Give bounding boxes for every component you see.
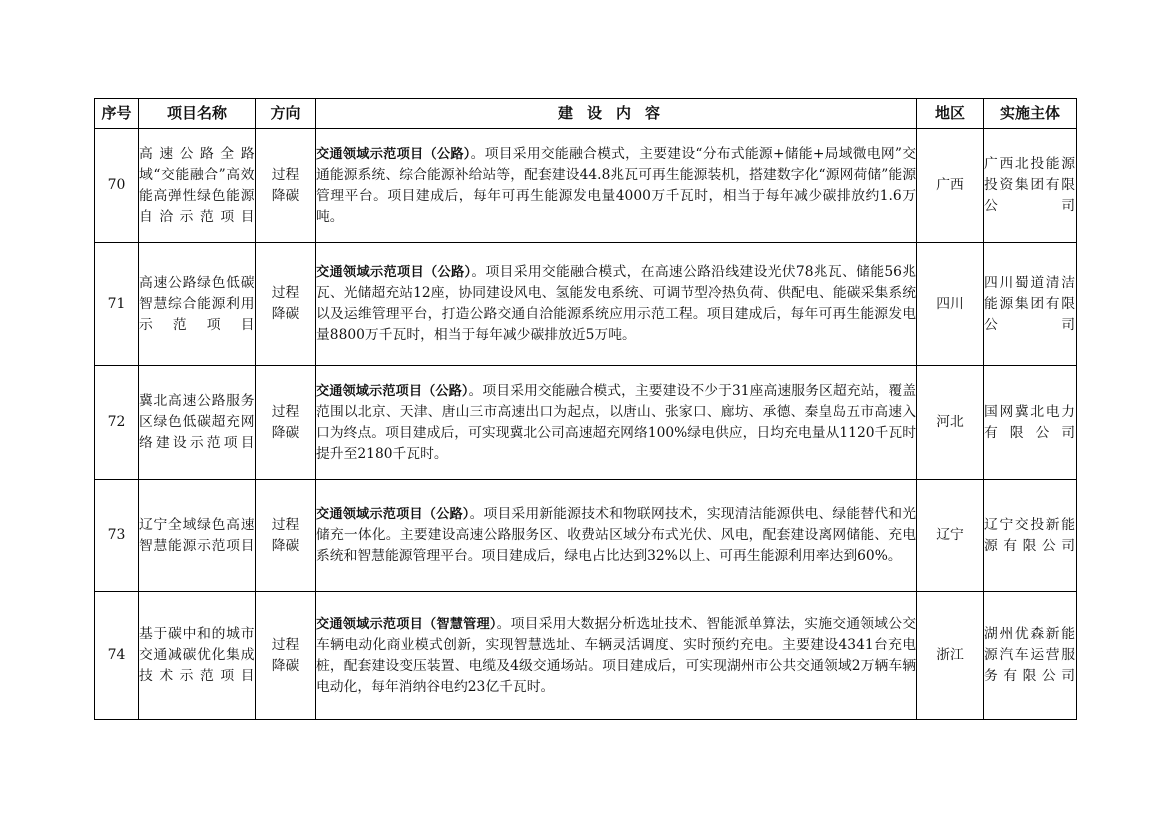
project-name: 基于碳中和的城市交通减碳优化集成技术示范项目 [139, 592, 256, 720]
header-no: 序号 [95, 99, 139, 129]
table-header [95, 99, 1077, 129]
construction-content [316, 366, 917, 480]
header-name: 项目名称 [139, 99, 256, 129]
construction-content [316, 480, 917, 592]
header-row [95, 99, 1077, 129]
region: 浙江 [917, 592, 984, 720]
direction-line: 降碳 [271, 187, 300, 204]
direction [256, 366, 316, 480]
content-text: 。项目采用交能融合模式，主要建设不少于31座高速服务区超充站，覆盖范围以北京、天津、唐山三市高速出口为起点，以唐山、张家口、廊坊、承德、秦皇岛五市高速入口为终点。项目建成后，可实现冀北公司高速超充网络100%绿电供应，日均充电量从1120千瓦时提升至2180千瓦时。 [316, 382, 916, 462]
construction-content [316, 592, 917, 720]
content-lead: 交通领域示范项目（公路） [316, 507, 470, 522]
content-text: 。项目采用大数据分析选址技术、智能派单算法，实施交通领域公交车辆电动化商业模式创新，实现智慧选址、车辆灵活调度、实时预约充电。主要建设4341台充电桩，配套建设变压装置、电缆及4级交通场站。项目建成后，可实现湖州市公共交通领域2万辆车辆电动化，每年消纳谷电约23亿千瓦时。 [316, 615, 916, 695]
direction-line: 降碳 [271, 657, 300, 674]
header-entity: 实施主体 [984, 99, 1077, 129]
content-lead: 交通领域示范项目（公路） [316, 146, 471, 162]
construction-content [316, 129, 917, 243]
region: 广西 [917, 129, 984, 243]
project-name: 高速公路全路域“交能融合”高效能高弹性绿色能源自洽示范项目 [139, 129, 256, 243]
direction-line: 过程 [271, 166, 300, 183]
construction-content [316, 243, 917, 366]
table-row [95, 243, 1077, 366]
region: 河北 [917, 366, 984, 480]
table-row [95, 129, 1077, 243]
row-no: 74 [95, 592, 139, 720]
region: 四川 [917, 243, 984, 366]
table-row [95, 480, 1077, 592]
header-content: 建设内容 [316, 99, 917, 129]
table-row [95, 592, 1077, 720]
project-name: 辽宁全域绿色高速智慧能源示范项目 [139, 480, 256, 592]
header-region: 地区 [917, 99, 984, 129]
implementing-entity: 辽宁交投新能源有限公司 [984, 480, 1077, 592]
implementing-entity: 湖州优森新能源汽车运营服务有限公司 [984, 592, 1077, 720]
project-table [94, 98, 1077, 720]
content-text: 。项目采用新能源技术和物联网技术，实现清洁能源供电、绿能替代和光储充一体化。主要建设高速公路服务区、收费站区域分布式光伏、风电，配套建设离网储能、充电系统和智慧能源管理平台。项目建成后，绿电占比达到32%以上、可再生能源利用率达到60%。 [316, 506, 916, 564]
direction-line: 降碳 [271, 306, 300, 322]
implementing-entity: 四川蜀道清洁能源集团有限公司 [984, 243, 1077, 366]
row-no: 71 [95, 243, 139, 366]
table-body [95, 129, 1077, 720]
direction [256, 243, 316, 366]
row-no: 70 [95, 129, 139, 243]
content-lead: 交通领域示范项目（智慧管理） [316, 616, 497, 632]
direction [256, 592, 316, 720]
direction-line: 降碳 [271, 537, 300, 554]
row-no: 72 [95, 366, 139, 480]
content-text: 。项目采用交能融合模式，在高速公路沿线建设光伏78兆瓦、储能56兆瓦、光储超充站12座，协同建设风电、氢能发电系统、可调节型冷热负荷、供配电、能碳采集系统以及运维管理平台，打造公路交通自洽能源系统应用示范工程。项目建成后，每年可再生能源发电量8800万千瓦时，相当于每年减少碳排放近5万吨。 [316, 264, 916, 343]
content-lead: 交通领域示范项目（公路） [316, 383, 469, 399]
direction-line: 过程 [271, 636, 300, 653]
direction [256, 129, 316, 243]
implementing-entity: 国网冀北电力有限公司 [984, 366, 1077, 480]
direction-line: 过程 [271, 285, 300, 301]
table-row [95, 366, 1077, 480]
content-lead: 交通领域示范项目（公路） [316, 265, 472, 280]
project-name: 高速公路绿色低碳智慧综合能源利用示范项目 [139, 243, 256, 366]
region: 辽宁 [917, 480, 984, 592]
implementing-entity: 广西北投能源投资集团有限公司 [984, 129, 1077, 243]
project-name: 冀北高速公路服务区绿色低碳超充网络建设示范项目 [139, 366, 256, 480]
row-no: 73 [95, 480, 139, 592]
direction-line: 过程 [271, 403, 300, 420]
direction-line: 过程 [271, 516, 300, 533]
direction-line: 降碳 [271, 424, 300, 441]
direction [256, 480, 316, 592]
content-text: 。项目采用交能融合模式，主要建设“分布式能源+储能+局域微电网”交通能源系统、综合能源补给站等，配套建设44.8兆瓦可再生能源装机，搭建数字化“源网荷储”能源管理平台。项目建成后，每年可再生能源发电量4000万千瓦时，相当于每年减少碳排放约1.6万吨。 [316, 145, 916, 225]
header-direction: 方向 [256, 99, 316, 129]
